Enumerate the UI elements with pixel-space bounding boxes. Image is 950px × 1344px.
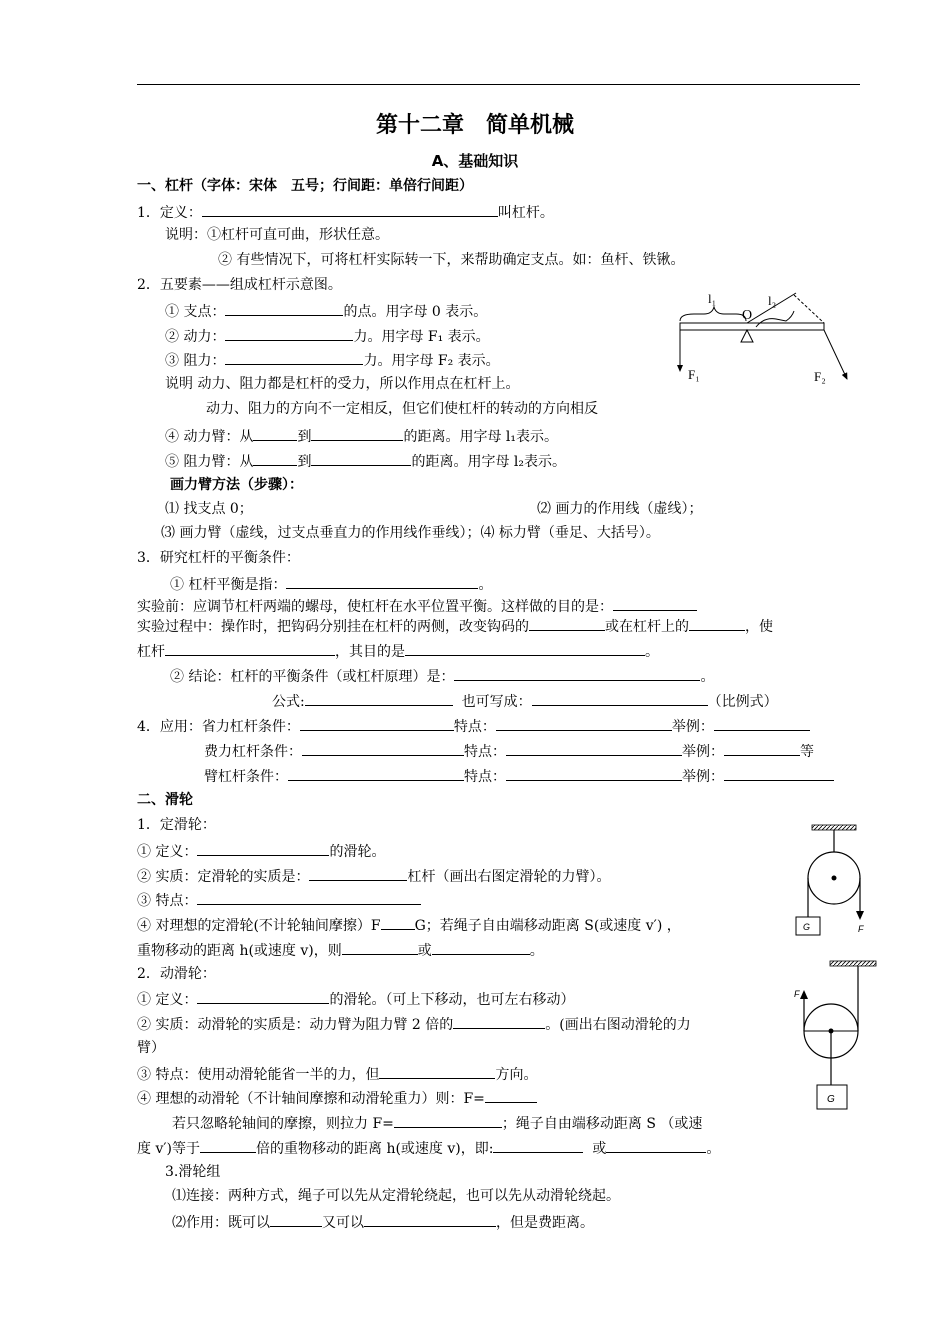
f2-action-line <box>794 295 824 323</box>
load-arm-to: 到 <box>297 454 312 470</box>
fixed-def-label: ① 定义： <box>137 844 198 860</box>
app3-label: 臂杠杆条件： <box>204 769 288 785</box>
app3-example: 举例： <box>682 769 724 785</box>
app-equal-arm-line <box>204 766 834 786</box>
during-blank-1[interactable] <box>529 616 605 631</box>
study-line: 3．研究杠杆的平衡条件： <box>137 550 300 566</box>
app3-blank-3[interactable] <box>724 766 834 781</box>
before-experiment-line <box>137 596 697 616</box>
l2-label: l₂ <box>768 293 777 308</box>
moving-fric2-d: 。 <box>706 1141 721 1157</box>
ceiling <box>812 825 856 830</box>
fixed-ideal-blank[interactable] <box>381 915 415 930</box>
group-fn-a: ⑵作用：既可以 <box>172 1215 270 1231</box>
fixed-ess-suffix: 杠杆（画出右图定滑轮的力臂）。 <box>407 869 611 885</box>
f2-arrow <box>824 330 847 379</box>
before-experiment-text: 实验前：应调节杠杆两端的螺母，使杠杆在水平位置平衡。这样做的目的是： <box>137 599 613 615</box>
app2-blank-3[interactable] <box>724 741 800 756</box>
fixed-ideal-line-2 <box>137 940 544 960</box>
load-arm-blank-2[interactable] <box>311 451 411 466</box>
explanation-line-2: 动力、阻力的方向不一定相反，但它们使杠杆的转动的方向相反 <box>206 401 598 417</box>
moving-friction-line <box>172 1113 702 1133</box>
moving-definition-line <box>137 989 574 1009</box>
chapter-title: 第十二章 简单机械 <box>375 113 574 138</box>
pulley-group-heading: 3.滑轮组 <box>165 1164 221 1180</box>
group-function-line <box>172 1212 594 1232</box>
fixed-def-blank[interactable] <box>197 841 329 856</box>
method-step-2: ⑵ 画力的作用线（虚线）； <box>537 501 703 517</box>
method-step-3-4: ⑶ 画力臂（虚线，过支点垂直力的作用线作垂线）；⑷ 标力臂（垂足、大括号）。 <box>161 525 660 541</box>
formula-label: 公式: <box>272 694 305 710</box>
app3-feature: 特点： <box>464 769 506 785</box>
fixed-pulley-axle <box>832 876 837 881</box>
definition-label: 1．定义： <box>137 205 202 221</box>
during-blank-2[interactable] <box>689 616 745 631</box>
formula-suffix: （比例式） <box>707 694 778 710</box>
during2-text-b: ，其目的是 <box>335 644 405 660</box>
conclusion-line <box>170 666 714 686</box>
o-label: O <box>742 308 753 323</box>
load-arm-blank-1[interactable] <box>253 451 297 466</box>
app2-blank-2[interactable] <box>506 741 682 756</box>
app2-example: 举例： <box>682 744 724 760</box>
effort-line <box>165 326 490 346</box>
fixed-ess-label: ② 实质：定滑轮的实质是： <box>137 869 310 885</box>
fixed-ideal2-blank-2[interactable] <box>432 940 530 955</box>
fixed-ideal2-b: 或 <box>417 943 432 959</box>
force-label: F <box>858 924 864 934</box>
section-subtitle: A、基础知识 <box>431 152 519 170</box>
during-text-a: 实验过程中：操作时，把钩码分别挂在杠杆的两侧，改变钩码的 <box>137 619 529 635</box>
moving-fric2-blank-3[interactable] <box>606 1138 706 1153</box>
moving-def-blank[interactable] <box>197 989 329 1004</box>
during-text-c: ，使 <box>745 619 773 635</box>
pull-arrow-head <box>856 911 864 920</box>
balance-suffix: 。 <box>478 577 493 593</box>
app3-blank-1[interactable] <box>288 766 464 781</box>
balance-label: ① 杠杆平衡是指： <box>170 577 287 593</box>
moving-feat-label: ③ 特点：使用动滑轮能省一半的力，但 <box>137 1067 380 1083</box>
method-step-1: ⑴ 找支点 0； <box>165 501 253 517</box>
moving-ideal-blank[interactable] <box>485 1088 537 1103</box>
during2-text-c: 。 <box>645 644 659 660</box>
method-heading: 画力臂方法（步骤）： <box>170 477 303 493</box>
fulcrum-line <box>165 301 487 321</box>
formula-alt-label: 也可写成： <box>461 694 532 710</box>
app1-feature: 特点： <box>453 719 496 735</box>
fixed-ideal-a: ④ 对理想的定滑轮(不计轮轴间摩擦）F <box>137 918 381 934</box>
app2-blank-1[interactable] <box>302 741 464 756</box>
fixed-def-suffix: 的滑轮。 <box>329 844 386 860</box>
formula-blank-2[interactable] <box>532 691 708 706</box>
definition-blank[interactable] <box>202 202 498 217</box>
effort-suffix: 力。用字母 F₁ 表示。 <box>353 329 490 345</box>
moving-pulley-diagram <box>790 957 880 1117</box>
effort-label: ② 动力： <box>165 329 226 345</box>
moving-fric2-blank-1[interactable] <box>200 1138 256 1153</box>
moving-ess-label: ② 实质：动滑轮的实质是：动力臂为阻力臂 2 倍的 <box>137 1017 454 1033</box>
effort-arm-to: 到 <box>297 429 312 445</box>
five-elements-line: 2．五要素——组成杠杆示意图。 <box>137 277 342 293</box>
fixed-definition-line <box>137 841 385 861</box>
app1-blank-1[interactable] <box>300 716 454 731</box>
fixed-pulley-heading: 1．定滑轮： <box>137 817 216 833</box>
balance-blank[interactable] <box>286 574 478 589</box>
moving-feature-line <box>137 1064 537 1084</box>
weight-label: G <box>803 922 811 932</box>
during-text-b: 或在杠杆上的 <box>605 619 689 635</box>
ceiling <box>830 961 876 966</box>
lever-heading: 一、杠杆（字体：宋体 五号；行间距：单倍行间距） <box>137 178 473 194</box>
moving-fric-b: ；绳子自由端移动距离 S （或速 <box>501 1116 703 1132</box>
during2-text-a: 杠杆 <box>137 644 165 660</box>
force-label: F <box>794 989 800 999</box>
fixed-feat-blank[interactable] <box>197 890 421 905</box>
fixed-ess-blank[interactable] <box>309 866 407 881</box>
moving-fric-blank[interactable] <box>394 1113 502 1128</box>
fixed-feature-line <box>137 890 421 910</box>
explanation-line-1: 说明 动力、阻力都是杠杆的受力，所以作用点在杠杆上。 <box>165 376 520 392</box>
app1-label: 4．应用：省力杠杆条件： <box>137 719 300 735</box>
moving-feat-blank[interactable] <box>379 1064 495 1079</box>
moving-ideal-line <box>137 1088 537 1108</box>
effort-arm-blank-1[interactable] <box>253 426 297 441</box>
moving-pulley-heading: 2．动滑轮： <box>137 966 216 982</box>
app2-feature: 特点： <box>464 744 506 760</box>
pulley-heading: 二、滑轮 <box>137 792 193 808</box>
moving-ideal-label: ④ 理想的动滑轮（不计轴间摩擦和动滑轮重力）则：F= <box>137 1091 485 1107</box>
during2-blank-1[interactable] <box>165 641 335 656</box>
formula-line <box>272 691 778 711</box>
moving-fric2-c: 或 <box>592 1141 607 1157</box>
moving-def-suffix: 的滑轮。（可上下移动，也可左右移动） <box>329 992 575 1008</box>
moving-fric2-blank-2[interactable] <box>493 1138 583 1153</box>
moving-fric2-b: 倍的重物移动的距离 h(或速度 v)，即: <box>256 1141 494 1157</box>
lever-bar <box>680 323 824 330</box>
before-experiment-blank[interactable] <box>613 596 697 611</box>
group-fn-blank-1[interactable] <box>270 1212 322 1227</box>
load-label: ③ 阻力： <box>165 353 226 369</box>
fixed-ideal2-c: 。 <box>529 943 544 959</box>
group-connection-line: ⑴连接：两种方式，绳子可以先从定滑轮绕起，也可以先从动滑轮绕起。 <box>172 1188 620 1204</box>
effort-arm-label: ④ 动力臂：从 <box>165 429 254 445</box>
load-arm-suffix: 的距离。用字母 l₂表示。 <box>411 454 566 470</box>
moving-fric2-a: 度 v′)等于 <box>137 1141 200 1157</box>
group-fn-c: ，但是费距离。 <box>496 1215 594 1231</box>
effort-arm-line <box>165 426 558 446</box>
app-force-costing-line <box>204 741 814 761</box>
f2-label: F₂ <box>814 369 826 384</box>
during-experiment-line <box>137 616 773 636</box>
moving-def-label: ① 定义： <box>137 992 198 1008</box>
load-arm-label: ⑤ 阻力臂：从 <box>165 454 254 470</box>
moving-ess-suffix: 。(画出右图动滑轮的力 <box>545 1017 691 1033</box>
moving-fric-a: 若只忽略轮轴间的摩擦，则拉力 F= <box>172 1116 394 1132</box>
during-experiment-line-2 <box>137 641 659 661</box>
fixed-ideal-b: G；若绳子自由端移动距离 S(或速度 v′) ， <box>414 918 681 934</box>
note-line-1: 说明：①杠杆可直可曲，形状任意。 <box>165 227 389 243</box>
balance-line <box>170 574 492 594</box>
note-line-2: ② 有些情况下，可将杠杆实际转一下，来帮助确定支点。如：鱼杆、铁锹。 <box>218 252 685 268</box>
moving-feat-suffix: 方向。 <box>495 1067 538 1083</box>
fixed-pulley-diagram <box>790 822 870 944</box>
load-line <box>165 350 500 370</box>
group-fn-blank-2[interactable] <box>364 1212 496 1227</box>
fixed-essence-line <box>137 866 610 886</box>
fixed-feat-label: ③ 特点： <box>137 893 198 909</box>
app3-blank-2[interactable] <box>506 766 682 781</box>
effort-arm-blank-2[interactable] <box>311 426 403 441</box>
definition-suffix: 叫杠杆。 <box>497 205 554 221</box>
effort-blank[interactable] <box>225 326 353 341</box>
moving-essence-line-2: 臂） <box>137 1040 165 1056</box>
app1-blank-2[interactable] <box>496 716 672 731</box>
app1-example: 举例： <box>671 719 714 735</box>
fulcrum-label: ① 支点： <box>165 304 226 320</box>
f1-label: F₁ <box>688 367 700 382</box>
moving-friction-line-2 <box>137 1138 720 1158</box>
fulcrum-triangle <box>741 330 753 342</box>
load-blank[interactable] <box>225 350 363 365</box>
fulcrum-suffix: 的点。用字母 0 表示。 <box>343 304 488 320</box>
app-force-saving-line <box>137 716 810 736</box>
conclusion-blank[interactable] <box>454 666 700 681</box>
fixed-ideal-line <box>137 915 681 935</box>
lever-diagram <box>664 283 864 388</box>
fulcrum-blank[interactable] <box>225 301 343 316</box>
l1-brace <box>680 307 746 321</box>
during2-blank-2[interactable] <box>405 641 645 656</box>
fixed-ideal2-a: 重物移动的距离 h(或速度 v)，则 <box>137 943 342 959</box>
definition-line <box>137 202 554 222</box>
l1-label: l₁ <box>708 291 717 306</box>
fixed-ideal2-blank-1[interactable] <box>342 940 418 955</box>
formula-blank-1[interactable] <box>305 691 453 706</box>
app2-suffix: 等 <box>800 744 814 760</box>
conclusion-label: ② 结论：杠杆的平衡条件（或杠杆原理）是： <box>170 669 455 685</box>
app2-label: 费力杠杆条件： <box>204 744 302 760</box>
pull-arrow-head <box>800 990 808 999</box>
moving-ess-blank[interactable] <box>453 1014 545 1029</box>
app1-blank-3[interactable] <box>714 716 810 731</box>
moving-essence-line <box>137 1014 691 1034</box>
header-rule <box>137 84 860 85</box>
weight-label: G <box>827 1094 835 1105</box>
effort-arm-suffix: 的距离。用字母 l₁表示。 <box>403 429 558 445</box>
load-arm-line <box>165 451 566 471</box>
group-fn-b: 又可以 <box>322 1215 364 1231</box>
conclusion-suffix: 。 <box>700 669 715 685</box>
load-suffix: 力。用字母 F₂ 表示。 <box>363 353 500 369</box>
